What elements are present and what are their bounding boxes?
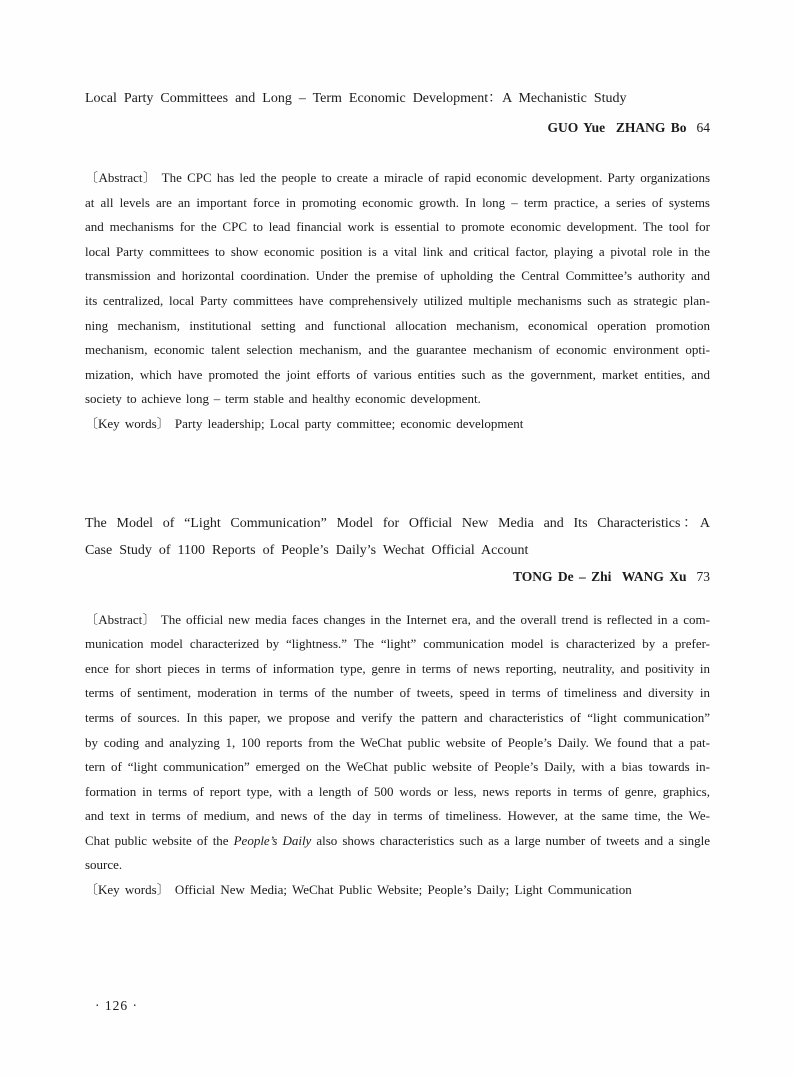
article-title-2-line-2: Case Study of 1100 Reports of People’s Daily’s Wechat Official Account — [85, 542, 529, 558]
abstract-line: ning mechanism, institutional setting and functional allocation mechanism, economical operation promotion — [85, 317, 710, 333]
abstract-line: and text in terms of medium, and news of the day in terms of timeliness. However, at the same time, the We- — [85, 808, 710, 824]
footer-page-number: · 126 · — [95, 997, 138, 1013]
abstract-line: 〔Abstract〕 The official new media faces changes in the Internet era, and the overall trend is reflected in a com- — [85, 611, 710, 627]
abstract-line: transmission and horizontal coordination. Under the premise of upholding the Central Committee’s authority and — [85, 268, 710, 284]
abstract-line: by coding and analyzing 1, 100 reports from the WeChat public website of People’s Daily. We found that a pat- — [85, 734, 710, 750]
abstract-line-segment: Chat public website of the — [85, 832, 234, 848]
abstract-line-segment: also shows characteristics such as a large number of tweets and a single — [311, 832, 711, 848]
article-title-2-line-1: The Model of “Light Communication” Model for Official New Media and Its Characteristics：A — [85, 515, 710, 531]
abstract-line: and mechanisms for the CPC to lead financial work is essential to promote economic development. The tool for — [85, 219, 710, 235]
keywords-line-1: 〔Key words〕 Party leadership; Local party committee; economic development — [85, 415, 524, 431]
authors-line-1 — [85, 117, 710, 139]
abstract-text-1 — [85, 166, 710, 437]
abstract-line: terms of sources. In this paper, we propose and verify the pattern and characteristics of “light communication” — [85, 709, 710, 725]
abstract-line: munication model characterized by “lightness.” The “light” communication model is characterized by a prefer- — [85, 636, 710, 652]
abstract-line: ence for short pieces in terms of information type, genre in terms of news reporting, neutrality, and positivity in — [85, 660, 710, 676]
article-title-2 — [85, 510, 710, 564]
keywords-line-2: 〔Key words〕 Official New Media; WeChat Public Website; People’s Daily; Light Communication — [85, 882, 632, 898]
abstract-entry-1 — [85, 88, 710, 437]
abstract-text-2 — [85, 608, 710, 903]
abstract-line: society to achieve long – term stable and healthy economic development. — [85, 391, 481, 407]
abstract-line: 〔Abstract〕 The CPC has led the people to create a miracle of rapid economic development. Party organizations — [85, 170, 710, 185]
abstract-line: mechanism, economic talent selection mechanism, and the guarantee mechanism of economic environment opti- — [85, 342, 710, 358]
article-title-1-line-1: Local Party Committees and Long – Term Economic Development：A Mechanistic Study — [85, 91, 627, 106]
abstract-line: tern of “light communication” emerged on the WeChat public website of People’s Daily, with a bias towards in- — [85, 759, 710, 775]
article-title-1 — [85, 88, 710, 110]
abstract-line: local Party committees to show economic position is a vital link and critical factor, playing a pivotal role in the — [85, 243, 710, 259]
abstract-line: source. — [85, 857, 123, 873]
abstract-line: its centralized, local Party committees have comprehensively utilized multiple mechanisms such as strategic plan- — [85, 292, 710, 308]
abstract-entry-2 — [85, 510, 710, 903]
abstract-line: terms of sentiment, moderation in terms of the number of tweets, speed in terms of timeliness and diversity in — [85, 685, 710, 701]
abstract-line-with-italic — [85, 829, 710, 854]
author-names-2: TONG De – Zhi WANG Xu — [512, 568, 687, 584]
article-page-number-1: 64 — [696, 120, 710, 135]
abstract-line: at all levels are an important force in promoting economic growth. In long – term practice, a series of systems — [85, 194, 710, 210]
article-page-number-2: 73 — [696, 568, 710, 584]
authors-line-2 — [85, 566, 710, 588]
author-names-1: GUO Yue ZHANG Bo — [547, 120, 687, 135]
abstract-line: mization, which have promoted the joint efforts of various entities such as the government, market entities, and — [85, 366, 710, 382]
abstract-line: formation in terms of report type, with a length of 500 words or less, news reports in terms of genre, graphics, — [85, 783, 710, 799]
italic-journal-name: People’s Daily — [233, 832, 312, 848]
